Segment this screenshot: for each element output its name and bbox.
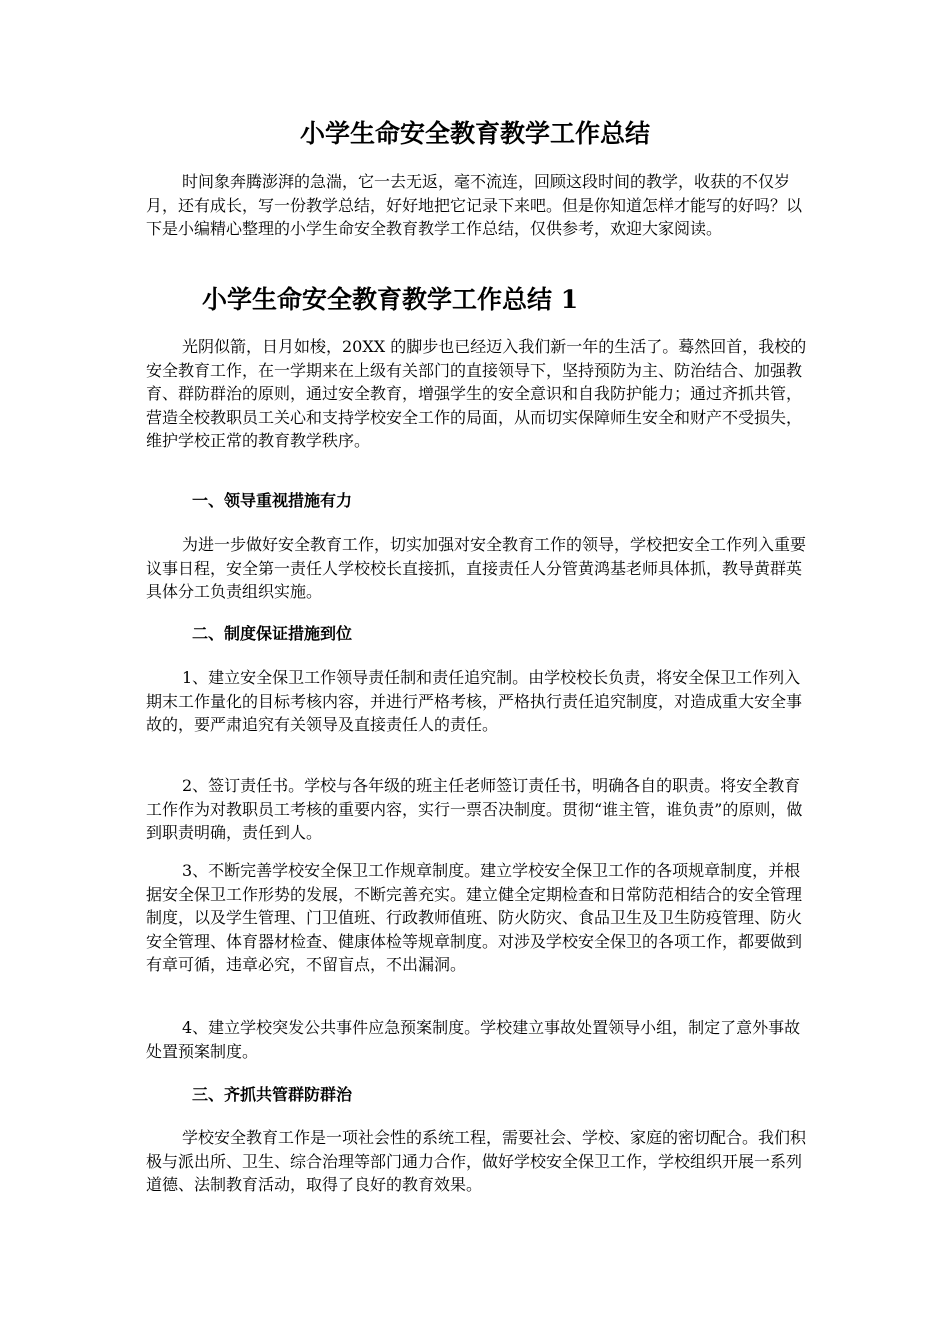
paragraph-cooperation: 学校安全教育工作是一项社会性的系统工程，需要社会、学校、家庭的密切配合。我们积极与派出所、卫生、综合治理等部门通力合作，做好学校安全保卫工作，学校组织开展一系列道德、法制教育活动，取得了良好的教育效果。	[146, 1128, 807, 1194]
paragraph-system-3: 3、不断完善学校安全保卫工作规章制度。建立学校安全保卫工作的各项规章制度，并根据安全保卫工作形势的发展，不断完善充实。建立健全定期检查和日常防范相结合的安全管理制度，以及学生管理、门卫值班、行政教师值班、防火防灾、食品卫生及卫生防疫管理、防火安全管理、体育器材检查、健康体检等规章制度。对涉及学校安全保卫的各项工作，都要做到有章可循，违章必究，不留盲点，不出漏洞。	[146, 861, 803, 974]
section-title-1: 小学生命安全教育教学工作总结 1	[202, 285, 579, 314]
paragraph-system-4: 4、建立学校突发公共事件应急预案制度。学校建立事故处置领导小组，制定了意外事故处置预案制度。	[146, 1018, 801, 1061]
document-title: 小学生命安全教育教学工作总结	[299, 119, 650, 148]
paragraph-system-2: 2、签订责任书。学校与各年级的班主任老师签订责任书，明确各自的职责。将安全教育工作作为对教职员工考核的重要内容，实行一票否决制度。贯彻“谁主管，谁负责”的原则，做到职责明确，责任到人。	[146, 776, 803, 842]
intro-paragraph: 时间象奔腾澎湃的急湍，它一去无返，毫不流连，回顾这段时间的教学，收获的不仅岁月，还有成长，写一份教学总结，好好地把它记录下来吧。但是你知道怎样才能写的好吗？以下是小编精心整理的小学生命安全教育教学工作总结，仅供参考，欢迎大家阅读。	[146, 172, 803, 238]
heading-leadership: 一、领导重视措施有力	[192, 491, 353, 510]
paragraph-system-1: 1、建立安全保卫工作领导责任制和责任追究制。由学校校长负责，将安全保卫工作列入期末工作量化的目标考核内容，并进行严格考核，严格执行责任追究制度，对造成重大安全事故的，要严肃追究有关领导及直接责任人的责任。	[146, 668, 803, 734]
heading-cooperation: 三、齐抓共管群防群治	[192, 1085, 353, 1104]
paragraph-opening: 光阴似箭，日月如梭，20XX 的脚步也已经迈入我们新一年的生活了。蓦然回首，我校的安全教育工作，在一学期来在上级有关部门的直接领导下，坚持预防为主、防治结合、加强教育、群防群治的原则，通过安全教育，增强学生的安全意识和自我防护能力；通过齐抓共管，营造全校教职员工关心和支持学校安全工作的局面，从而切实保障师生安全和财产不受损失，维护学校正常的教育教学秩序。	[146, 337, 807, 450]
heading-system: 二、制度保证措施到位	[192, 624, 353, 643]
paragraph-leadership: 为进一步做好安全教育工作，切实加强对安全教育工作的领导，学校把安全工作列入重要议事日程，安全第一责任人学校校长直接抓，直接责任人分管黄鸿基老师具体抓，教导黄群英具体分工负责组织实施。	[146, 535, 807, 601]
